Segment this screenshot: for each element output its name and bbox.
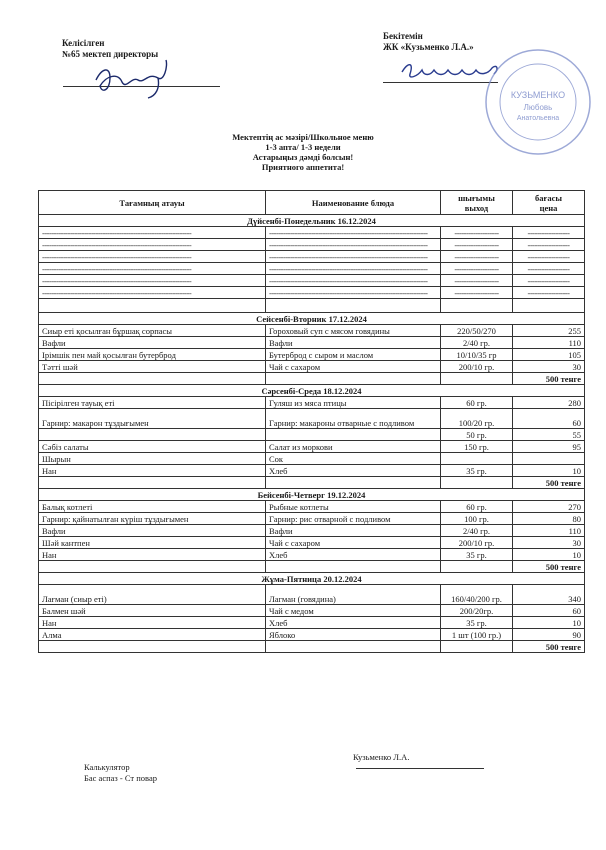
dish-price: 110 <box>513 525 585 537</box>
dish-price: 90 <box>513 629 585 641</box>
empty-cell <box>266 561 441 573</box>
total-price: 500 тенге <box>513 641 585 653</box>
chef-label: Бас аспаз - Ст повар <box>84 773 157 783</box>
price-kz: бағасы <box>534 192 563 203</box>
empty-cell: -------------------------------------------------------------------- <box>266 263 441 275</box>
empty-cell <box>266 373 441 385</box>
director-title: №65 мектеп директоры <box>62 49 159 59</box>
dish-name-ru: Чай с медом <box>266 605 441 617</box>
dish-output: 50 гр. <box>441 429 513 441</box>
table-row <box>39 629 585 641</box>
menu-table <box>38 190 585 653</box>
table-row <box>39 605 585 617</box>
footer-signature-line <box>356 768 484 769</box>
table-row <box>39 525 585 537</box>
dish-price: 255 <box>513 325 585 337</box>
dish-name-kz <box>39 429 266 441</box>
dish-output: 1 шт (100 гр.) <box>441 629 513 641</box>
dish-price: 10 <box>513 465 585 477</box>
empty-cell: -------------------------------------------------------------------- <box>266 239 441 251</box>
empty-cell: ------------------- <box>441 239 513 251</box>
col-header-output <box>441 191 513 215</box>
table-row <box>39 287 585 299</box>
dish-name-kz: Ірімшік пен май қосылған бутерброд <box>39 349 266 361</box>
dish-name-ru: Рыбные котлеты <box>266 501 441 513</box>
dish-output: 200/10 гр. <box>441 361 513 373</box>
empty-cell: -------------------------------------------------------------------- <box>266 275 441 287</box>
table-row <box>39 537 585 549</box>
dish-output: 10/10/35 гр <box>441 349 513 361</box>
dish-name-ru: Чай с сахаром <box>266 537 441 549</box>
dish-price: 95 <box>513 441 585 453</box>
empty-cell: ---------------------------------------------------------------- <box>39 251 266 263</box>
empty-cell <box>441 641 513 653</box>
empty-cell: ---------------------------------------------------------------- <box>39 287 266 299</box>
dish-price: 280 <box>513 397 585 409</box>
approve-label: Бекітемін <box>383 31 423 41</box>
empty-cell <box>441 477 513 489</box>
dish-name-kz: Пісірілген тауық еті <box>39 397 266 409</box>
table-row <box>39 429 585 441</box>
dish-price: 30 <box>513 361 585 373</box>
dish-name-ru: Хлеб <box>266 549 441 561</box>
dish-name-ru: Хлеб <box>266 617 441 629</box>
approved-label: Келісілген <box>62 38 105 48</box>
dish-name-kz: Лағман (сиыр еті) <box>39 585 266 605</box>
empty-cell: ------------------ <box>513 227 585 239</box>
total-row <box>39 641 585 653</box>
table-row <box>39 501 585 513</box>
table-row <box>39 441 585 453</box>
empty-cell <box>39 299 266 313</box>
dish-name-ru: Гуляш из мяса птицы <box>266 397 441 409</box>
day-row <box>39 573 585 585</box>
out-ru: выход <box>464 202 489 213</box>
empty-cell <box>39 373 266 385</box>
day-title: Бейсенбі-Четверг 19.12.2024 <box>39 489 585 501</box>
dish-output <box>441 453 513 465</box>
day-title: Сейсенбі-Вторник 17.12.2024 <box>39 313 585 325</box>
empty-cell: -------------------------------------------------------------------- <box>266 227 441 239</box>
dish-name-ru: Вафли <box>266 525 441 537</box>
dish-name-kz: Тәтті шәй <box>39 361 266 373</box>
dish-name-ru: Чай с сахаром <box>266 361 441 373</box>
dish-name-kz: Нан <box>39 465 266 477</box>
dish-name-kz: Гарнир: қайнатылған күріш тұздығымен <box>39 513 266 525</box>
dish-output: 200/20гр. <box>441 605 513 617</box>
dish-name-ru: Гороховый суп с мясом говядины <box>266 325 441 337</box>
dish-output: 160/40/200 гр. <box>441 585 513 605</box>
dish-name-ru: Салат из моркови <box>266 441 441 453</box>
dish-name-kz: Сиыр еті қосылған бұршақ сорпасы <box>39 325 266 337</box>
table-row <box>39 251 585 263</box>
dish-name-ru <box>266 429 441 441</box>
dish-output: 100 гр. <box>441 513 513 525</box>
title-line-2: 1-3 апта/ 1-3 недели <box>265 142 341 152</box>
title-line-3: Астарыңыз дәмді болсын! <box>252 152 354 162</box>
day-title: Дүйсенбі-Понедельник 16.12.2024 <box>39 215 585 227</box>
approval-block-left <box>62 38 158 60</box>
empty-cell: ------------------- <box>441 287 513 299</box>
price-ru: цена <box>539 202 558 213</box>
empty-cell <box>441 373 513 385</box>
dish-output: 220/50/270 <box>441 325 513 337</box>
empty-cell <box>266 299 441 313</box>
empty-cell <box>39 561 266 573</box>
dish-price: 55 <box>513 429 585 441</box>
empty-cell: ------------------ <box>513 239 585 251</box>
table-row <box>39 453 585 465</box>
approval-block-right <box>383 31 474 53</box>
dish-name-ru: Бутерброд с сыром и маслом <box>266 349 441 361</box>
dish-name-kz: Шырын <box>39 453 266 465</box>
table-row <box>39 617 585 629</box>
table-row <box>39 263 585 275</box>
empty-cell: ------------------ <box>513 251 585 263</box>
empty-cell <box>266 477 441 489</box>
empty-cell: ---------------------------------------------------------------- <box>39 239 266 251</box>
stamp-middle: Анатольевна <box>516 115 560 122</box>
calculator-label: Калькулятор <box>84 762 130 772</box>
total-price: 500 тенге <box>513 561 585 573</box>
dish-price: 60 <box>513 409 585 429</box>
empty-cell: ------------------- <box>441 227 513 239</box>
dish-output: 35 гр. <box>441 465 513 477</box>
empty-cell: ------------------ <box>513 263 585 275</box>
dish-output: 60 гр. <box>441 501 513 513</box>
director-signature <box>88 58 183 100</box>
dish-name-ru: Лагман (говядина) <box>266 585 441 605</box>
dish-price: 80 <box>513 513 585 525</box>
entrepreneur-name: ЖК «Кузьменко Л.А.» <box>383 42 474 52</box>
table-row <box>39 325 585 337</box>
dish-output: 2/40 гр. <box>441 525 513 537</box>
empty-cell: ------------------- <box>441 251 513 263</box>
dish-name-kz: Вафли <box>39 525 266 537</box>
empty-cell: -------------------------------------------------------------------- <box>266 251 441 263</box>
table-row <box>39 299 585 313</box>
day-title: Сәрсенбі-Среда 18.12.2024 <box>39 385 585 397</box>
dish-name-kz: Алма <box>39 629 266 641</box>
dish-name-kz: Гарнир: макарон тұздығымен <box>39 409 266 429</box>
dish-price: 30 <box>513 537 585 549</box>
table-row <box>39 465 585 477</box>
table-row <box>39 513 585 525</box>
dish-price: 60 <box>513 605 585 617</box>
empty-cell <box>441 299 513 313</box>
empty-cell <box>513 299 585 313</box>
total-row <box>39 561 585 573</box>
empty-cell <box>266 641 441 653</box>
table-row <box>39 409 585 429</box>
dish-name-kz: Балық котлеті <box>39 501 266 513</box>
dish-name-kz: Шәй кантпен <box>39 537 266 549</box>
table-row <box>39 585 585 605</box>
dish-name-ru: Яблоко <box>266 629 441 641</box>
menu-title <box>0 132 606 172</box>
dish-name-kz: Сәбіз салаты <box>39 441 266 453</box>
footer-left <box>84 762 157 784</box>
dish-name-kz: Балмен шәй <box>39 605 266 617</box>
total-row <box>39 477 585 489</box>
dish-price: 270 <box>513 501 585 513</box>
empty-cell <box>39 641 266 653</box>
table-row <box>39 349 585 361</box>
table-row <box>39 275 585 287</box>
dish-name-ru: Сок <box>266 453 441 465</box>
dish-name-ru: Гарнир: макароны отварные с подливом <box>266 409 441 429</box>
empty-cell: ------------------ <box>513 275 585 287</box>
total-row <box>39 373 585 385</box>
footer-signer: Кузьменко Л.А. <box>353 752 410 762</box>
dish-output: 150 гр. <box>441 441 513 453</box>
dish-name-ru: Хлеб <box>266 465 441 477</box>
empty-cell: ------------------- <box>441 263 513 275</box>
col-header-price <box>513 191 585 215</box>
col-header-kz: Тағамның атауы <box>39 191 266 215</box>
table-header <box>39 191 585 215</box>
dish-name-kz: Нан <box>39 549 266 561</box>
empty-cell: ---------------------------------------------------------------- <box>39 227 266 239</box>
dish-name-ru: Гарнир: рис отварной с подливом <box>266 513 441 525</box>
title-line-4: Приятного аппетита! <box>261 162 345 172</box>
day-row-monday <box>39 215 585 227</box>
day-title: Жұма-Пятница 20.12.2024 <box>39 573 585 585</box>
dish-price: 10 <box>513 549 585 561</box>
table-row <box>39 239 585 251</box>
empty-cell <box>39 477 266 489</box>
dish-name-kz: Нан <box>39 617 266 629</box>
dish-name-ru: Вафли <box>266 337 441 349</box>
empty-cell: ---------------------------------------------------------------- <box>39 263 266 275</box>
empty-cell: ---------------------------------------------------------------- <box>39 275 266 287</box>
dish-output: 35 гр. <box>441 617 513 629</box>
stamp-name: КУЗЬМЕНКО <box>510 90 566 100</box>
table-row <box>39 549 585 561</box>
dish-output: 2/40 гр. <box>441 337 513 349</box>
day-row <box>39 489 585 501</box>
table-row <box>39 397 585 409</box>
stamp-first: Любовь <box>523 103 553 112</box>
col-header-ru: Наименование блюда <box>266 191 441 215</box>
table-row <box>39 337 585 349</box>
empty-cell: ------------------ <box>513 287 585 299</box>
dish-output: 200/10 гр. <box>441 537 513 549</box>
total-price: 500 тенге <box>513 373 585 385</box>
empty-cell: -------------------------------------------------------------------- <box>266 287 441 299</box>
dish-price: 340 <box>513 585 585 605</box>
table-row <box>39 361 585 373</box>
dish-output: 35 гр. <box>441 549 513 561</box>
dish-output: 60 гр. <box>441 397 513 409</box>
table-row <box>39 227 585 239</box>
empty-cell <box>441 561 513 573</box>
dish-name-kz: Вафли <box>39 337 266 349</box>
dish-output: 100/20 гр. <box>441 409 513 429</box>
day-row <box>39 313 585 325</box>
out-kz: шығымы <box>458 192 495 203</box>
total-price: 500 тенге <box>513 477 585 489</box>
day-row <box>39 385 585 397</box>
empty-cell: ------------------- <box>441 275 513 287</box>
dish-price <box>513 453 585 465</box>
dish-price: 10 <box>513 617 585 629</box>
dish-price: 105 <box>513 349 585 361</box>
dish-price: 110 <box>513 337 585 349</box>
title-line-1: Мектептің ас мәзірі/Школьное меню <box>232 132 374 142</box>
